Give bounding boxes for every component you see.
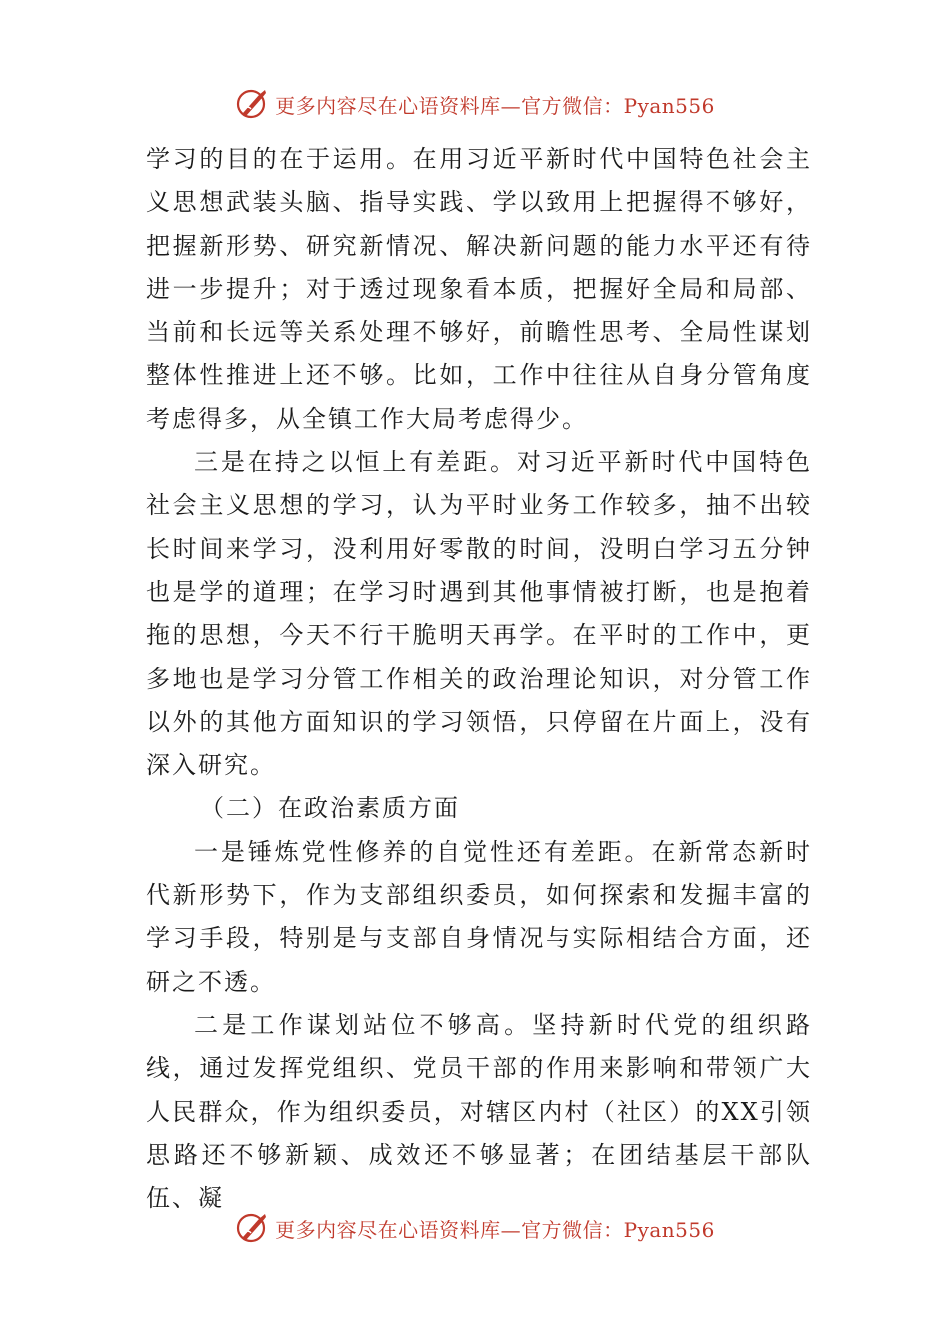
paragraph-continuation: 学习的目的在于运用。在用习近平新时代中国特色社会主义思想武装头脑、指导实践、学以致用上把握得不够好，把握新形势、研究新情况、解决新问题的能力水平还有待进一步提升；对于透过现象看本质，把握好全局和局部、当前和长远等关系处理不够好，前瞻性思考、全局性谋划整体性推进上还不够。比如，工作中往往从自身分管角度考虑得多，从全镇工作大局考虑得少。 <box>146 145 812 433</box>
quill-pen-seal-icon <box>235 1211 269 1245</box>
section-heading-political-quality: （二）在政治素质方面 <box>200 794 460 823</box>
paragraph-work-planning: 二是工作谋划站位不够高。坚持新时代党的组织路线，通过发挥党组织、党员干部的作用来影响和带领广大人民群众，作为组织委员，对辖区内村（社区）的XX引领思路还不够新颖、成效还不够显著；在团结基层干部队伍、凝 <box>146 1010 812 1213</box>
footer-banner <box>0 1208 950 1248</box>
quill-pen-seal-icon <box>235 87 269 121</box>
document-body <box>146 138 812 1220</box>
header-banner-text: 更多内容尽在心语资料库—官方微信：Pyan556 <box>275 93 715 118</box>
paragraph-persistence-gap: 三是在持之以恒上有差距。对习近平新时代中国特色社会主义思想的学习，认为平时业务工作较多，抽不出较长时间来学习，没利用好零散的时间，没明白学习五分钟也是学的道理；在学习时遇到其他事情被打断，也是抱着拖的思想，今天不行干脆明天再学。在平时的工作中，更多地也是学习分管工作相关的政治理论知识，对分管工作以外的其他方面知识的学习领悟，只停留在片面上，没有深入研究。 <box>146 448 812 780</box>
footer-banner-text: 更多内容尽在心语资料库—官方微信：Pyan556 <box>275 1217 715 1242</box>
header-banner <box>0 84 950 124</box>
paragraph-party-spirit: 一是锤炼党性修养的自觉性还有差距。在新常态新时代新形势下，作为支部组织委员，如何探索和发掘丰富的学习手段，特别是与支部自身情况与实际相结合方面，还研之不透。 <box>146 837 812 996</box>
